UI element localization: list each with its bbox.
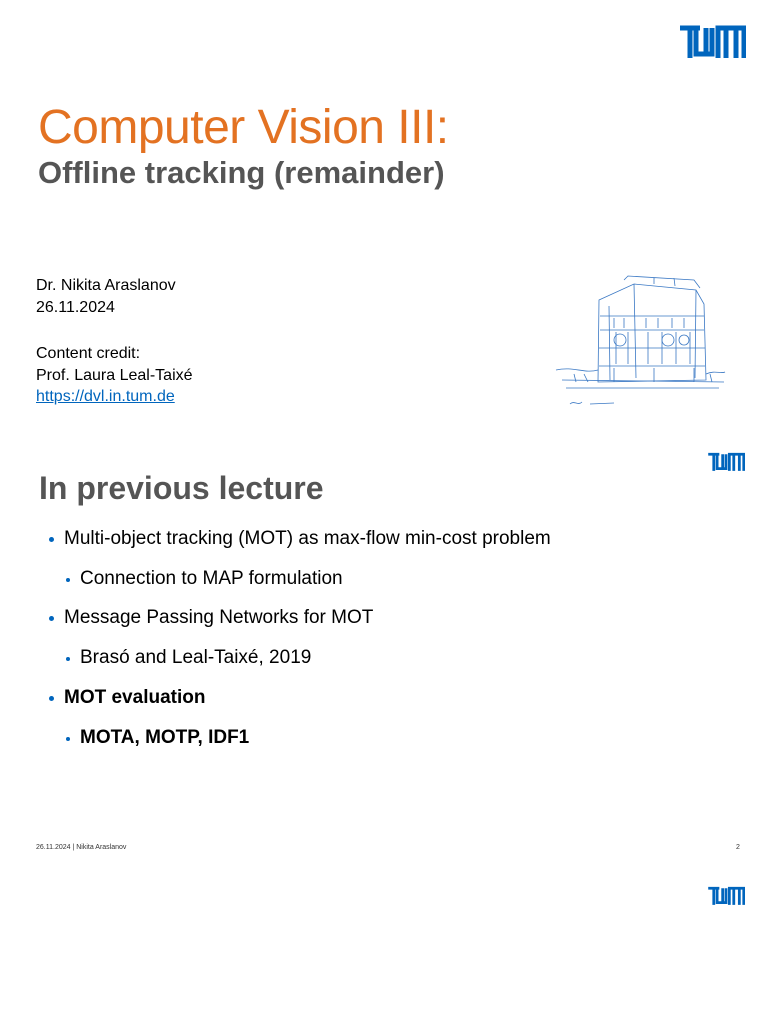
bullet-item: MOT evaluation [64,685,205,711]
bullet-dot-icon [49,537,54,542]
page-number: 2 [736,844,740,851]
bullet-dot-icon [49,616,54,621]
slide-heading: In previous lecture [39,470,324,506]
website-link[interactable]: https://dvl.in.tum.de [36,388,175,405]
bullet-dot-icon [66,578,70,582]
next-slide [0,864,768,1024]
content-slide [0,432,768,864]
tum-logo [707,452,745,472]
presentation-subtitle: Offline tracking (remainder) [38,155,445,190]
credit-label: Content credit: [36,345,141,362]
sub-bullet-item: Brasó and Leal-Taixé, 2019 [80,645,311,671]
lecturer-name: Dr. Nikita Araslanov [36,277,176,294]
bullet-dot-icon [66,737,70,741]
presentation-title: Computer Vision III: [38,101,449,154]
title-slide [0,0,768,432]
slide-footer: 26.11.2024 | Nikita Araslanov [36,844,127,851]
tum-logo [678,24,746,60]
bullet-item: Message Passing Networks for MOT [64,605,373,631]
bullet-item: Multi-object tracking (MOT) as max-flow min-cost problem [64,526,551,552]
tum-clock-tower-sketch [554,270,726,412]
bullet-dot-icon [49,696,54,701]
sub-bullet-item: Connection to MAP formulation [80,566,343,592]
lecture-date: 26.11.2024 [36,299,115,316]
bullet-dot-icon [66,657,70,661]
sub-bullet-item: MOTA, MOTP, IDF1 [80,725,249,751]
tum-logo [707,886,745,906]
credit-name: Prof. Laura Leal-Taixé [36,367,193,384]
